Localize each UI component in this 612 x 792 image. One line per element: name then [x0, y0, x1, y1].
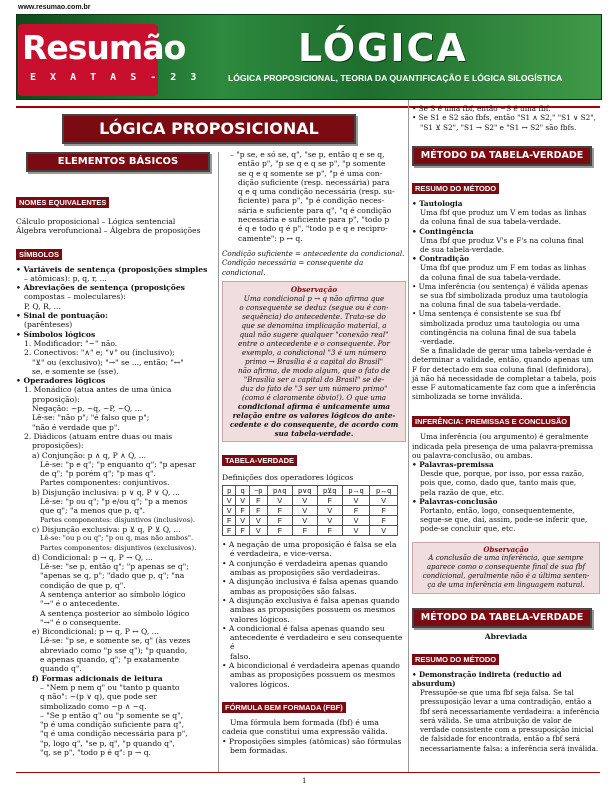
line: • A negação de uma proposição é falsa se ela: [222, 540, 397, 550]
line: o consequente se deduz (segue ou é con-: [239, 302, 389, 312]
line: cadeia que constitui uma expressão válida.: [222, 727, 388, 737]
line: – atômicas): p, q, r, ...: [24, 273, 107, 283]
line: "apenas se q, p"; "dado que p, q"; "na: [40, 571, 185, 581]
line: exemplo, a condicional "3 é um número: [241, 347, 387, 357]
line: abreviado como "p sse q"); "p quando,: [40, 645, 188, 655]
line: • A condicional é falsa apenas quando seu: [222, 623, 385, 633]
tv-cell: F: [249, 496, 267, 506]
nomes-head: NOMES EQUIVALENTES: [16, 197, 109, 208]
line: contingência na coluna final de sua tabela: [420, 327, 577, 337]
col3-top: [412, 104, 600, 132]
line: "p é uma condição suficiente para q",: [40, 720, 185, 730]
line: • Contradição: [412, 254, 470, 264]
nome-1: Cálculo proposicional – Lógica sentencial: [16, 217, 176, 226]
line: de q"; "p porém q"; "p mas q".: [40, 469, 156, 479]
line: -verdade.: [420, 336, 455, 346]
line: na coluna final de sua tabela-verdade.: [420, 300, 561, 310]
column-3: [412, 104, 600, 753]
resumo-head: RESUMO DO MÉTODO: [412, 183, 499, 194]
line: duz do fato de "3 ser um número primo": [240, 383, 388, 393]
line: é verdadeira, e vice-versa.: [230, 549, 332, 559]
line: proposições):: [32, 441, 84, 451]
page-number: 1: [302, 777, 307, 785]
line: simbolizado como ~p ∧ ~q.: [40, 701, 147, 711]
line: 2. Diádicos (atuam entre duas ou mais: [24, 431, 173, 441]
tv-cell: F: [317, 526, 342, 536]
line: da coluna final de sua tabela-verdade.: [420, 217, 561, 227]
nome-2: Álgebra verofuncional – Álgebra de proposições: [16, 226, 201, 236]
tv-cell: F: [370, 506, 398, 516]
line: Negação: ~p, ~q, ~P, ~Q, ...: [32, 404, 142, 414]
line: ça de uma inferência em linguagem natural.: [427, 580, 585, 589]
line: qual não sugere qualquer "conexão real": [239, 329, 389, 339]
line: Uma fórmula bem formada (fbf) é uma: [230, 717, 379, 727]
line: • Palavras-conclusão: [412, 496, 498, 506]
column-1: [16, 152, 216, 757]
line: determinar a validade, então, quando apenas um: [412, 355, 594, 365]
line: Uma fbf que produz um V em todas as linhas: [420, 208, 587, 218]
tv-caption: Definições dos operadores lógicos: [222, 472, 354, 482]
line: – "p se, e só se, q", "se p, então q e se q,: [230, 150, 385, 159]
line: – "Se p então q" ou "p somente se q",: [40, 710, 184, 720]
line: Lê-se: "se p, então q"; "p apenas se q";: [40, 562, 189, 572]
site-url[interactable]: www.resumao.com.br: [18, 4, 91, 11]
observacao-box: [412, 542, 600, 594]
line: Lê-se: "p ou q"; "p e/ou q"; "p a menos: [40, 497, 188, 507]
tv-cell: V: [342, 526, 370, 536]
tv-cell: V: [317, 506, 342, 516]
tv-cell: V: [236, 496, 249, 506]
line: será válida. Se uma atribuição de valor de: [420, 715, 572, 725]
tv-row: [223, 496, 398, 506]
line: e apenas quando, q"; "p exatamente: [40, 655, 180, 665]
tv-cell: F: [249, 506, 267, 516]
line: e) Bicondicional: p ↔ q, P ↔ Q, ...: [32, 627, 159, 637]
line: • A conjunção é verdadeira apenas quando: [222, 558, 388, 568]
line: • Operadores lógicos: [16, 376, 106, 386]
fbf-text: [222, 718, 406, 755]
obs-heading: Observação: [290, 284, 338, 294]
tv-cell: V: [317, 516, 342, 526]
line: • Sinal de pontuação:: [16, 311, 108, 321]
line: ou palavra-conclusão, ou ambas.: [412, 450, 533, 460]
abreviada-label: Abreviada: [484, 631, 528, 641]
line: • Contingência: [412, 226, 474, 236]
line: compostas – moleculares):: [24, 292, 126, 302]
line: (parênteses): [24, 320, 73, 330]
line: Portanto, então, logo, consequentemente,: [420, 505, 575, 515]
line: entre o antecedente e o consequente. Por: [238, 338, 390, 348]
line: antecedente é verdadeiro e seu consequente é: [230, 633, 403, 652]
resumo2-head: RESUMO DO MÉTODO: [412, 654, 499, 665]
tv-cell: F: [267, 516, 292, 526]
resumo2-text: [412, 670, 600, 753]
resumo-text: [412, 199, 600, 401]
line: ambas as proposições possuem os mesmos: [230, 670, 396, 680]
tv-header-cell: p∨q: [292, 486, 317, 496]
simbolos-list: [16, 265, 216, 758]
line: Desde que, porque, por isso, por essa razão,: [420, 469, 585, 479]
line: A conclusão de uma inferência, que sempre: [428, 554, 584, 563]
line: se sua fbf simbolizada produz uma tautologia: [420, 290, 588, 300]
tv-cell: V: [236, 516, 249, 526]
section-title: LÓGICA PROPOSICIONAL: [62, 114, 356, 144]
line: que se denomina implicação material, a: [241, 320, 387, 330]
line: q não": ~(p ∨ q), que pode ser: [40, 692, 157, 702]
line: sua tabela-verdade.: [274, 428, 354, 438]
line: se, e somente se (sse).: [32, 366, 119, 376]
line: "→" é o antecedente.: [40, 599, 120, 609]
tv-row: [223, 506, 398, 516]
tv-cell: F: [370, 516, 398, 526]
line: de sua tabela-verdade.: [420, 244, 505, 254]
line: condicional, geralmente não é a última senten-: [422, 571, 590, 580]
line: se q e q somente se p", "p é uma con-: [238, 168, 383, 178]
line: Partes componentes: conjuntivos.: [40, 478, 170, 488]
line: • Tautologia: [412, 198, 463, 208]
metodo-abreviada-banner: MÉTODO DA TABELA-VERDADE: [412, 608, 592, 628]
line: 1. Modificador: "~" não.: [24, 338, 118, 348]
tv-header-cell: ~p: [249, 486, 267, 496]
line: • Símbolos lógicos: [16, 329, 96, 339]
line: dição suficiente (resp. necessária) para: [238, 177, 390, 187]
line: Lê-se: "ou p ou q"; "p ou q, mas não ambos".: [40, 534, 194, 543]
line: simbolizada produz uma tautologia ou uma: [420, 318, 580, 328]
line: valores lógicos.: [230, 614, 290, 624]
line: fbf será necessariamente verdadeira: a inferência: [420, 706, 600, 716]
tv-cell: V: [292, 516, 317, 526]
tv-cell: V: [342, 496, 370, 506]
page-subtitle: LÓGICA PROPOSICIONAL, TEORIA DA QUANTIFICAÇÃO E LÓGICA SILOGÍSTICA: [228, 73, 563, 83]
tv-cell: F: [267, 526, 292, 536]
inferencia-text: [412, 432, 600, 533]
line: 1. Monádico (atua antes de uma única: [24, 385, 172, 395]
line: "p, logo q", "se p, q", "p quando q",: [40, 738, 175, 748]
line: "S1 ⊻ S2", "S1 → S2" e "S1 ↔ S2" são fbfs.: [420, 122, 577, 132]
tv-header-cell: p→q: [342, 486, 370, 496]
line: então p", "p se q e q se p", "p somente: [238, 159, 386, 169]
nomes-list: [16, 217, 216, 236]
line: proposição):: [32, 394, 80, 404]
line: pode-se concluir que, etc.: [420, 524, 516, 534]
tv-cell: V: [223, 506, 236, 516]
cond-notes: [222, 249, 406, 277]
line: • Proposições simples (atômicas) são fórmulas: [222, 736, 402, 746]
tv-header-cell: p∧q: [267, 486, 292, 496]
line: pressuposição levar a uma contradição, então a: [420, 697, 592, 707]
tv-cell: F: [267, 506, 292, 516]
line: sequência) do antecedente. Trata-se do: [242, 311, 386, 321]
line: f) Formas adicionais de leitura: [32, 673, 163, 683]
truth-table: [222, 485, 398, 536]
tv-cell: V: [370, 526, 398, 536]
line: Lê-se: "não p"; "é falso que p";: [32, 413, 150, 423]
tv-cell: F: [236, 506, 249, 516]
line: é q e todo q é p", "todo p e q e recipro-: [238, 224, 388, 234]
tv-cell: V: [267, 496, 292, 506]
column-2: [222, 150, 406, 755]
tv-row: [223, 516, 398, 526]
line: condição de que p, q".: [40, 580, 126, 590]
tv-header-cell: p: [223, 486, 236, 496]
line: relação entre os valores lógicos do ante-: [232, 410, 396, 420]
line: Uma fbf que produz V's e F's na coluna final: [420, 235, 584, 245]
tv-cell: F: [317, 496, 342, 506]
line: • A bicondicional é verdadeira apenas quando: [222, 661, 400, 671]
line: Partes componentes: disjuntivos (inclusivos).: [40, 515, 196, 524]
col2-top: [222, 150, 406, 243]
line: necessária e suficiente para p", "todo p: [238, 215, 390, 225]
line: P, Q, R, ...: [24, 301, 61, 311]
line: pela razão de que, etc.: [420, 487, 505, 497]
line: A sentença posterior ao símbolo lógico: [40, 608, 190, 618]
line: "⊻" ou (exclusivo); "→" se ..., então; "↔": [32, 357, 184, 367]
line: Uma inferência (ou argumento) é geralmente: [420, 432, 589, 442]
line: • Abreviações de sentença (proposições: [16, 283, 185, 293]
tv-notes: [222, 540, 406, 689]
footer-rule: [16, 772, 600, 773]
tv-cell: F: [292, 526, 317, 536]
line: "Brasília ser a capital do Brasil" se de-: [243, 374, 385, 384]
tv-cell: V: [223, 496, 236, 506]
tv-cell: F: [236, 526, 249, 536]
tv-header-cell: p⊻q: [317, 486, 342, 496]
cond-necessaria: Condição necessária = consequente da condicional.: [222, 258, 364, 277]
line: c) Disjunção exclusiva: p ⊻ q, P ⊻ Q, ...: [32, 524, 181, 534]
tv-header-cell: p↔q: [370, 486, 398, 496]
tv-cell: V: [249, 526, 267, 536]
line: quando q".: [40, 664, 82, 674]
tv-cell: F: [223, 526, 236, 536]
line: não afirma, de modo algum, que o fato de: [237, 365, 391, 375]
line: já não há necessidade de completar a tabela, pois: [412, 373, 597, 383]
line: a) Conjunção: p ∧ q, P ∧ Q, ...: [32, 450, 146, 460]
line: ficiente) para p", "p é condição neces-: [238, 196, 385, 206]
cond-suficiente: Condição suficiente = antecedente da condicional.: [222, 248, 405, 258]
line: da coluna final de sua tabela-verdade.: [420, 272, 561, 282]
tv-row: [223, 526, 398, 536]
line: condicional afirma é unicamente uma: [237, 401, 391, 411]
tv-cell: V: [370, 496, 398, 506]
line: • Palavras-premissa: [412, 459, 494, 469]
line: falso.: [230, 651, 251, 661]
line: indicada pela presença de uma palavra-premissa: [412, 441, 594, 451]
line: b) Disjunção inclusiva: p ∨ q, P ∨ Q, ...: [32, 487, 180, 497]
tv-cell: V: [342, 516, 370, 526]
obs-heading: Observação: [483, 544, 529, 554]
tv-cell: V: [292, 506, 317, 516]
line: "q é uma condição necessária para p",: [40, 729, 188, 739]
line: • A disjunção inclusiva é falsa apenas quando: [222, 577, 399, 587]
line: F for detectado em sua coluna final (definidora),: [412, 364, 592, 374]
line: Uma fbf que produz um F em todas as linhas: [420, 263, 587, 273]
brand-sub: E X A T A S - 2 3: [30, 72, 201, 83]
elementos-banner: ELEMENTOS BÁSICOS: [26, 152, 210, 172]
line: verdade consistente com a pressuposição inicial: [420, 725, 594, 735]
line: Partes componentes: disjuntivos (exclusivos).: [40, 543, 197, 552]
tv-head: TABELA-VERDADE: [222, 455, 297, 466]
line: aparece como o consequente final de sua fbf: [426, 563, 586, 572]
line: que q"; "a menos que p, q".: [40, 506, 146, 516]
fbf-head: FÓRMULA BEM FORMADA (FBF): [222, 702, 346, 713]
line: primo → Brasília é a capital do Brasil": [244, 356, 384, 366]
line: 2. Conectivos: "∧" e; "∨" ou (inclusivo);: [24, 348, 175, 358]
brand-name: Resumão: [22, 28, 186, 67]
line: A sentença anterior ao símbolo lógico: [40, 589, 186, 599]
line: • Se S1 e S2 são fbfs, então "S1 ∧ S2," "S1 ∨ S2",: [412, 113, 597, 123]
line: q e q uma condição necessária (resp. su-: [238, 187, 395, 197]
line: camente": p ↔ q.: [238, 233, 303, 243]
line: valores lógicos.: [230, 679, 290, 689]
line: • Variáveis de sentença (proposições simples: [16, 264, 208, 274]
line: • Uma sentença é consistente se sua fbf: [412, 309, 561, 319]
line: • Uma inferência (ou sentença) é válida apenas: [412, 281, 588, 291]
tv-header-cell: q: [236, 486, 249, 496]
line: d) Condicional: p → q, P → Q, ...: [32, 552, 153, 562]
line: – "Nem p nem q" ou "tanto p quanto: [40, 682, 180, 692]
line: Lê-se: "p e q"; "p enquanto q"; "p apesar: [40, 459, 196, 469]
tv-cell: F: [342, 506, 370, 516]
line: "não é verdade que p".: [32, 422, 120, 432]
line: "q, se p", "todo p é q": p → q.: [40, 748, 151, 758]
line: Lê-se: "p se, e somente se, q" (às vezes: [40, 636, 191, 646]
line: de falsidade for encontrada, então a fbf será: [420, 734, 581, 744]
tv-cell: F: [223, 516, 236, 526]
tv-cell: V: [292, 496, 317, 506]
line: sária e suficiente para q", "q é condição: [238, 205, 392, 215]
tv-cell: V: [249, 516, 267, 526]
metodo-banner: MÉTODO DA TABELA-VERDADE: [412, 146, 592, 166]
line: "→" é o consequente.: [40, 617, 121, 627]
line: Uma condicional p → q não afirma que: [243, 293, 385, 303]
line: Se a finalidade de gerar uma tabela-verdade é: [420, 346, 592, 356]
line: • Demonstração indireta (reductio ad absurdum): [412, 669, 562, 689]
line: Pressupõe-se que uma fbf seja falsa. Se tal: [420, 688, 574, 698]
line: necessariamente falsa: a inferência será inválida.: [420, 743, 599, 753]
line: ambas as proposições possuem os mesmos: [230, 605, 396, 615]
line: simbolizada se torne inválida.: [412, 392, 523, 402]
line: cedente e do consequente, de acordo com: [229, 419, 399, 429]
simbolos-head: SÍMBOLOS: [16, 249, 62, 260]
line: • A disjunção exclusiva é falsa apenas quando: [222, 595, 400, 605]
line: (como é claramente óbvio!). O que uma: [241, 392, 387, 402]
line: ambas as proposições são falsas.: [230, 586, 357, 596]
column-divider: [218, 152, 219, 772]
line: esse F automaticamente faz com que a inferência: [412, 382, 596, 392]
line: segue-se que, daí, assim, pode-se inferir que,: [420, 515, 588, 525]
page-title: LÓGICA: [298, 26, 468, 70]
line: pois que, como, dado que, tanto mais que,: [420, 478, 577, 488]
observacao-box: [222, 281, 406, 442]
tv-header-row: [223, 486, 398, 496]
inferencia-head: INFERÊNCIA: PREMISSAS E CONCLUSÃO: [412, 416, 570, 427]
line: • Se S é uma fbf, então ~S é uma fbf.: [412, 104, 551, 113]
column-divider: [408, 100, 409, 772]
line: bem formadas.: [230, 745, 288, 755]
line: ambas as proposições são verdadeiras.: [230, 568, 381, 578]
